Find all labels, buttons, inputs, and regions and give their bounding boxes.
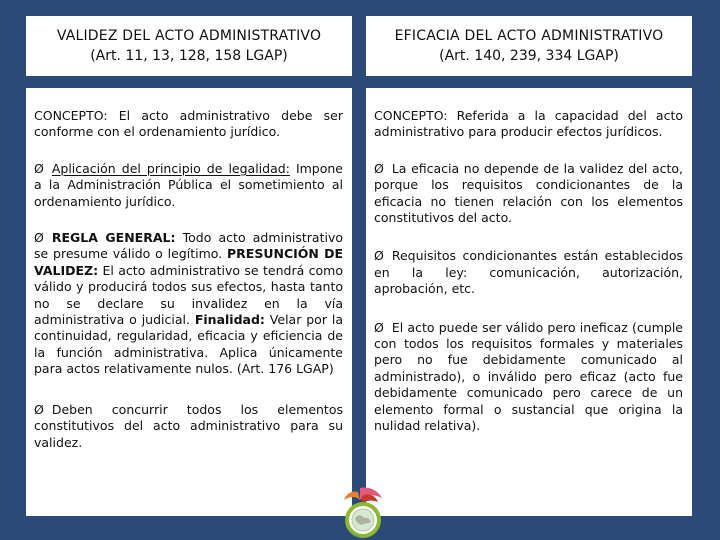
- arrow-bullet-icon: Ø: [374, 248, 384, 264]
- right-title: EFICACIA DEL ACTO ADMINISTRATIVO: [394, 28, 664, 44]
- arrow-bullet-icon: Ø: [34, 230, 44, 246]
- left-point-regla: [34, 230, 343, 378]
- arrow-bullet-icon: Ø: [34, 160, 44, 176]
- arrow-bullet-icon: Ø: [374, 319, 384, 335]
- left-concepto-label: CONCEPTO:: [34, 108, 108, 123]
- left-presuncion-text: El acto administrativo se tendrá como válido y producirá todos sus efectos, hasta tanto no se declare su invalidez en la vía administrativa o judicial.: [34, 262, 343, 328]
- left-point-elementos-text: Deben concurrir todos los elementos constitutivos del acto administrativo para su validez.: [34, 401, 343, 450]
- left-concepto: [34, 108, 343, 141]
- left-point-legalidad-label: Aplicación del principio de legalidad:: [51, 160, 290, 176]
- right-panel: [366, 88, 692, 516]
- left-finalidad-label: Finalidad:: [194, 312, 265, 328]
- left-panel: [26, 88, 352, 516]
- right-concepto-text: Referida a la capacidad del acto administrativo para producir efectos jurídicos.: [374, 108, 683, 140]
- arrow-bullet-icon: Ø: [374, 160, 384, 176]
- right-point-requisitos: [374, 248, 683, 297]
- left-finalidad-text: Velar por la continuidad, regularidad, eficacia y eficiencia de la función administrativa. Aplica únicamente para actos relativamente nulos. (Art. 176 LGAP): [34, 312, 343, 377]
- right-subtitle: (Art. 140, 239, 334 LGAP): [439, 48, 619, 64]
- left-point-legalidad: [34, 161, 343, 210]
- emblem-icon: [338, 484, 388, 540]
- arrow-bullet-icon: Ø: [34, 401, 44, 417]
- left-subtitle: (Art. 11, 13, 128, 158 LGAP): [90, 48, 288, 64]
- right-point-validez: [374, 161, 683, 227]
- right-concepto: [374, 108, 683, 141]
- left-point-legalidad-text: Impone a la Administración Pública el sometimiento al ordenamiento jurídico.: [34, 160, 343, 209]
- right-point-ineficaz: [374, 320, 683, 435]
- left-concepto-text: El acto administrativo debe ser conforme con el ordenamiento jurídico.: [34, 108, 343, 140]
- left-regla-text: Todo acto administrativo se presume válido o legítimo.: [34, 230, 344, 262]
- left-presuncion-label: PRESUNCIÓN DE VALIDEZ:: [34, 246, 343, 278]
- right-point-validez-text: La eficacia no depende de la validez del acto, porque los requisitos condicionantes de la eficacia no tienen relación con los elementos constitutivos del acto.: [374, 160, 683, 226]
- left-title: VALIDEZ DEL ACTO ADMINISTRATIVO: [56, 28, 322, 44]
- left-point-elementos: [34, 402, 343, 451]
- right-header: [366, 16, 692, 76]
- left-regla-label: REGLA GENERAL:: [51, 230, 176, 246]
- right-point-ineficaz-text: El acto puede ser válido pero ineficaz (cumple con todos los requisitos formales y materiales pero no fue debidamente comunicado al administrado), o inválido pero eficaz (acto fue debidamente comunicado pero carece de un elemento formal o sustancial que origina la nulidad relativa).: [374, 319, 683, 434]
- right-concepto-label: CONCEPTO:: [374, 108, 448, 123]
- left-header: [26, 16, 352, 76]
- right-point-requisitos-text: Requisitos condicionantes están establecidos en la ley: comunicación, autorización, aprobación, etc.: [374, 248, 683, 297]
